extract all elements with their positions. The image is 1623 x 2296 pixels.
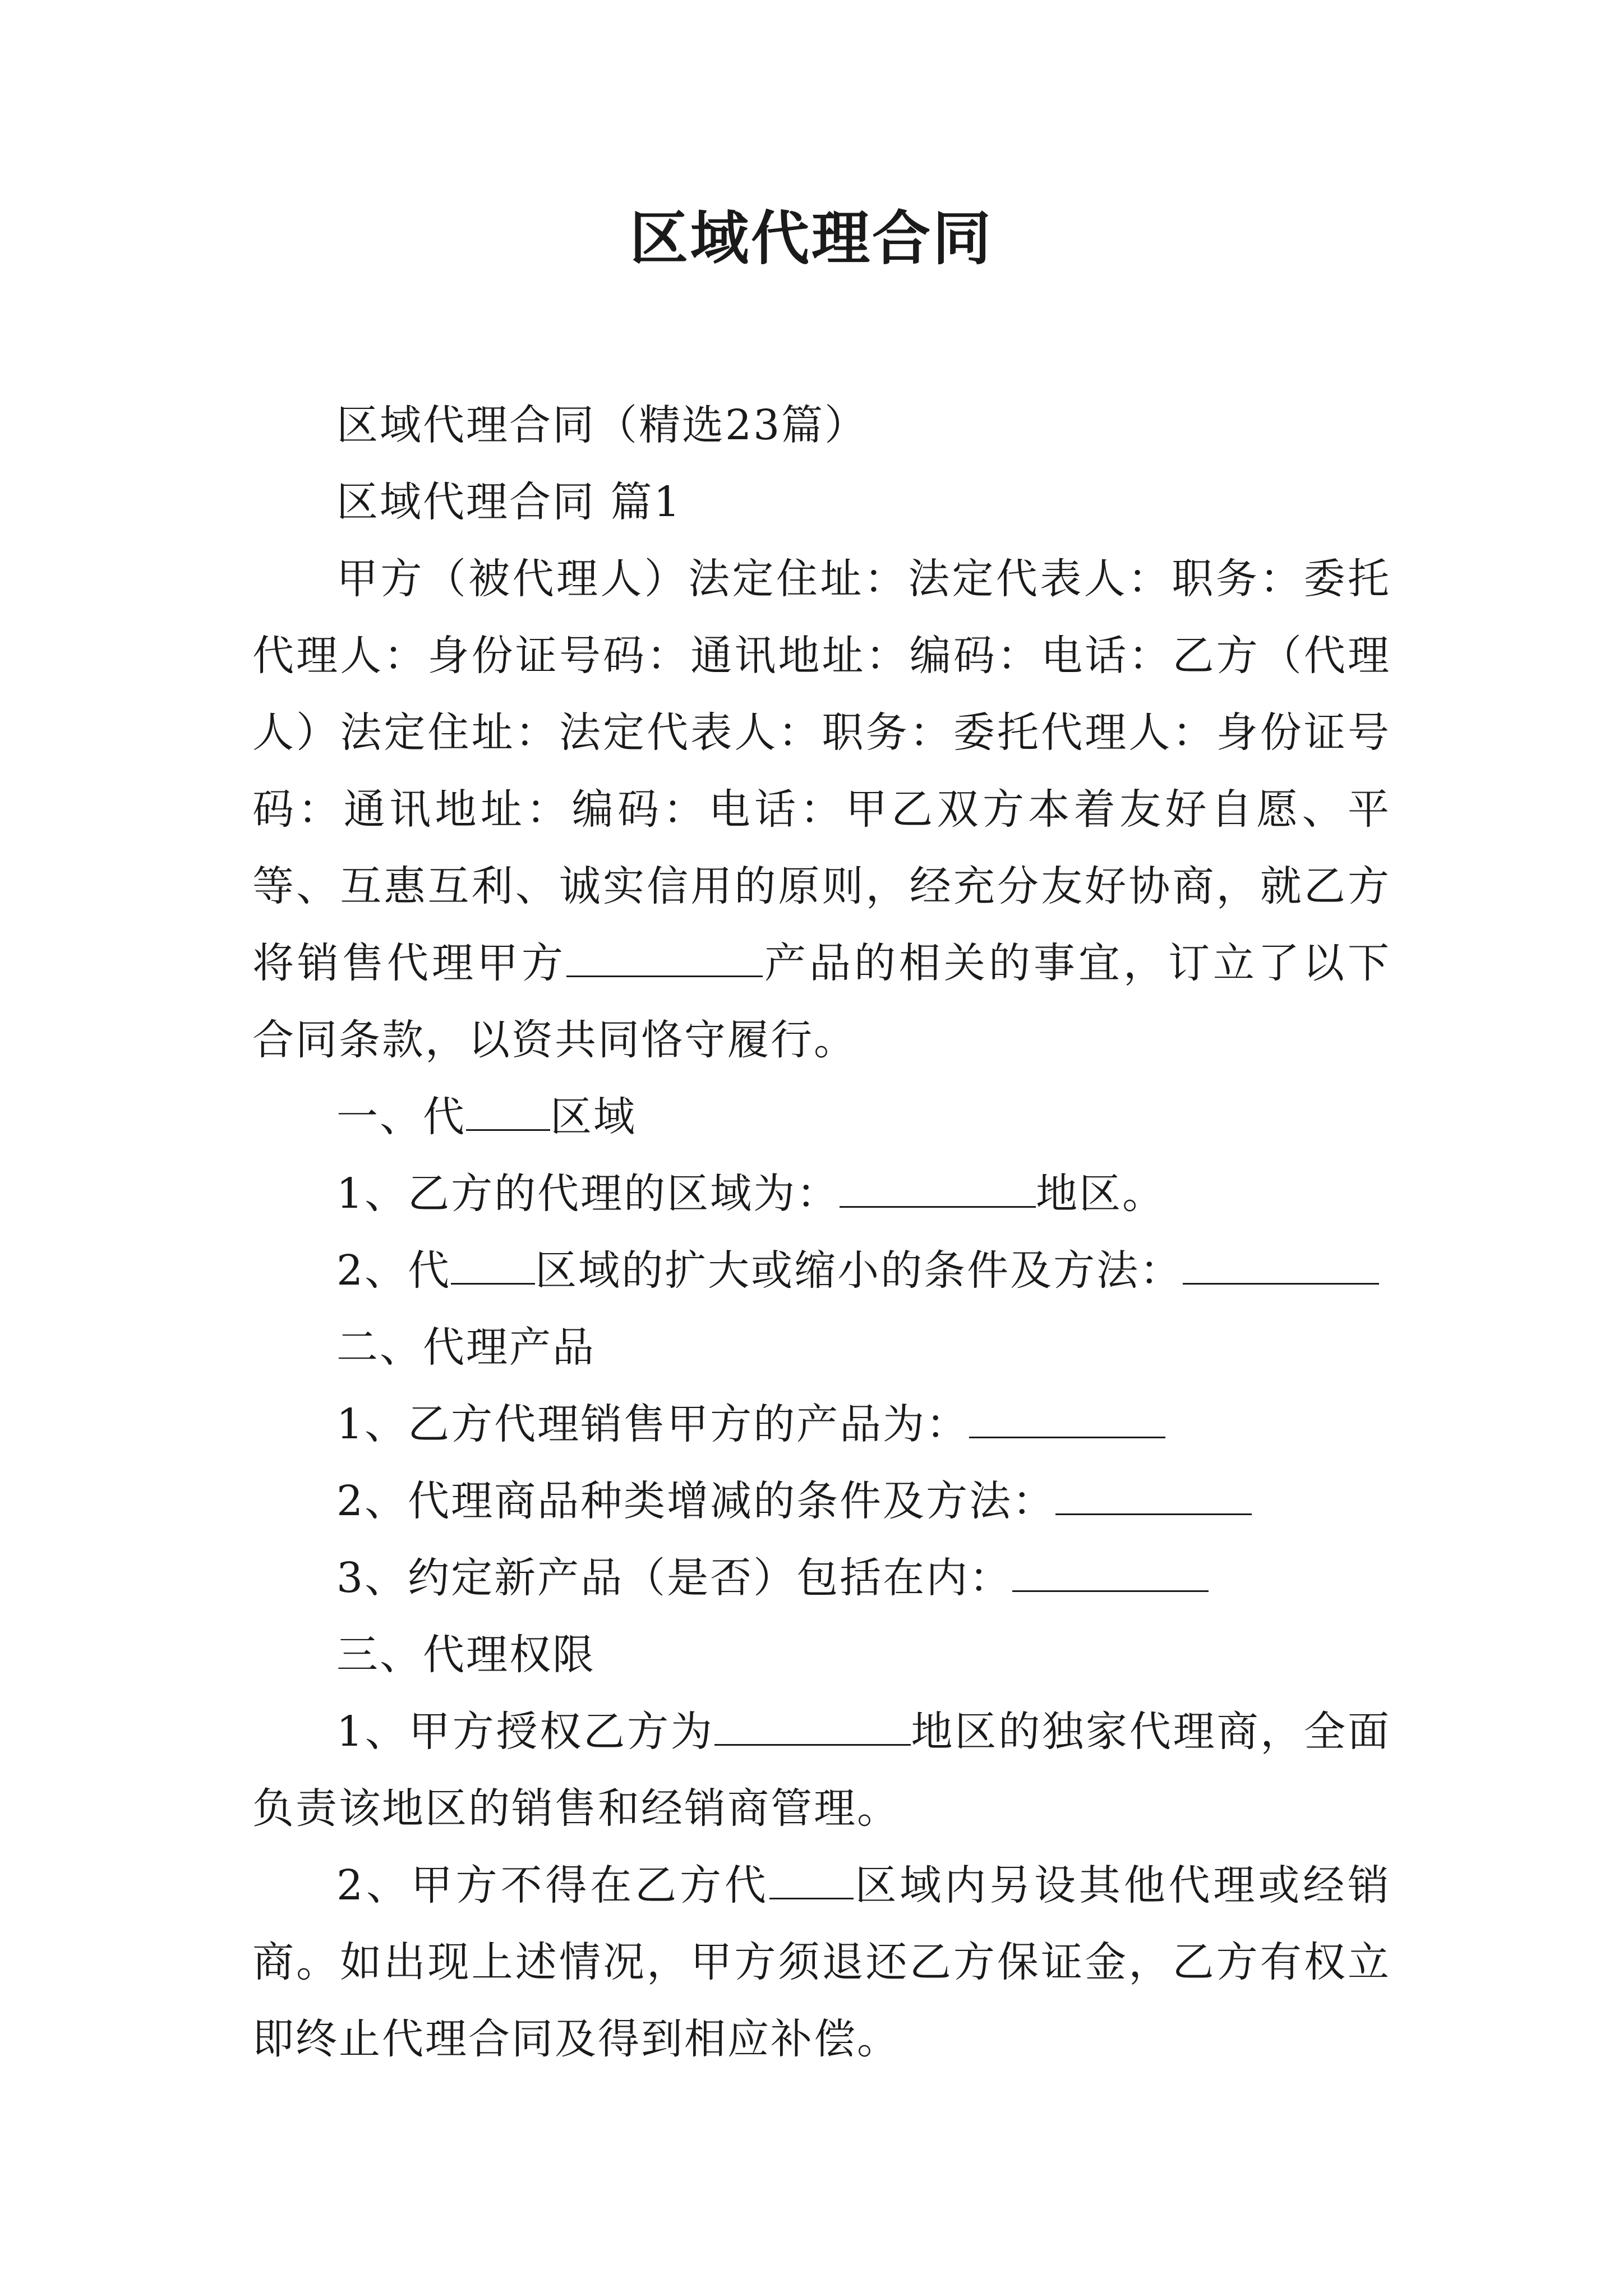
article-2-item-1-blank [969,1397,1165,1438]
intro-paragraph [252,541,1391,1079]
document-body [252,387,1391,2078]
article-2-item-2-blank [1055,1474,1252,1515]
article-1-item-2-part-a: 2、代 [336,1246,451,1295]
article-2-item-2-text: 2、代理商品种类增减的条件及方法： [336,1477,1056,1525]
article-1-heading-part-a: 一、代 [336,1093,466,1141]
article-3-item-1 [252,1694,1391,1847]
article-3-item-1-blank [714,1705,911,1746]
article-3-item-1-part-a: 1、甲方授权乙方为 [336,1708,714,1756]
article-1-item-1-part-b: 地区。 [1036,1170,1166,1218]
article-2-item-3-text: 3、约定新产品（是否）包括在内： [336,1554,1013,1602]
article-2-item-2 [252,1463,1391,1540]
article-2-heading: 二、代理产品 [336,1323,596,1372]
intro-text: 甲方（被代理人）法定住址：法定代表人：职务：委托代理人：身份证号码：通讯地址：编码：电话：乙方（代理人）法定住址：法定代表人：职务：委托代理人：身份证号码：通讯地址：编码：电话：甲乙双方本着友好自愿、平等、互惠互利、诚实信用的原则，经充分友好协商，就乙方将销售代理甲方 [252,555,1391,987]
region-blank [840,1167,1036,1208]
article-1-item-2-blank-a [451,1244,535,1285]
intro-text-after-blank: 产品的相关的事宜，订立了以下合同条款，以资共同恪守履行。 [252,939,1391,1064]
article-1-heading [252,1079,1391,1156]
document-subtitle: 区域代理合同（精选23篇） [336,401,868,449]
article-1-heading-blank [466,1090,550,1131]
document-title: 区域代理合同 [629,204,993,273]
article-3-item-2-part-a: 2、甲方不得在乙方代 [336,1861,769,1910]
article-3-item-2 [252,1847,1391,2078]
section-heading: 区域代理合同 篇1 [336,478,682,526]
article-2-item-3 [252,1540,1391,1617]
article-3-heading: 三、代理权限 [336,1631,596,1679]
article-1-item-1-part-a: 1、乙方的代理的区域为： [336,1170,840,1218]
article-1-heading-part-b: 区域 [550,1093,637,1141]
article-2-item-1 [252,1386,1391,1463]
article-3-item-2-part-b: 区域内另设其他代理或经销商。如出现上述情况，甲方须退还乙方保证金，乙方有权立即终止代理合同及得到相应补偿。 [252,1861,1391,2063]
article-1-item-2-blank-b [1183,1244,1379,1285]
article-1-item-2-part-b: 区域的扩大或缩小的条件及方法： [535,1246,1183,1295]
article-1-item-1 [252,1156,1391,1232]
article-3-item-2-blank [769,1858,854,1899]
product-blank [566,936,763,977]
article-2-item-3-blank [1012,1551,1209,1592]
article-1-item-2 [252,1232,1391,1309]
article-3-item-1-part-b: 地区的独家代理商，全面负责该地区的销售和经销商管理。 [252,1708,1391,1833]
article-2-item-1-text: 1、乙方代理销售甲方的产品为： [336,1400,970,1448]
